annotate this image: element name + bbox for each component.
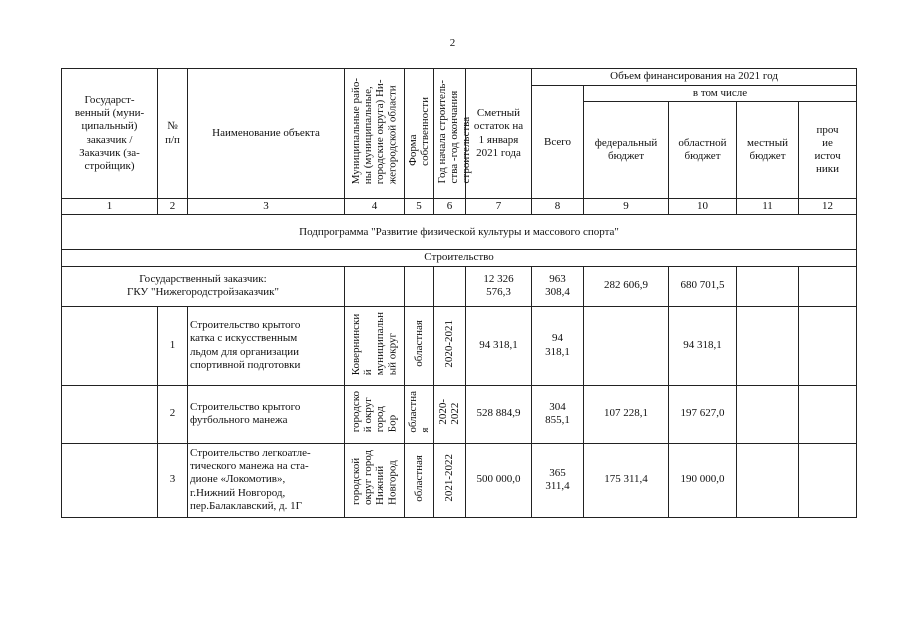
column-number: 5 — [405, 199, 434, 215]
column-number: 10 — [669, 199, 737, 215]
cell — [405, 266, 434, 306]
estimate-value: 528 884,9 — [466, 385, 532, 443]
estimate-value: 500 000,0 — [466, 443, 532, 517]
years-text: 2020- 2022 — [437, 399, 462, 425]
header-regional: областной бюджет — [669, 102, 737, 199]
column-number: 6 — [434, 199, 466, 215]
header-years-text: Год начала строитель- ства -год окончания строительства — [436, 79, 473, 184]
header-years — [434, 69, 473, 199]
column-number: 2 — [158, 199, 188, 215]
cell — [737, 443, 799, 517]
municipal-cell — [345, 385, 405, 443]
cell — [62, 385, 158, 443]
ownership-cell — [405, 443, 434, 517]
years-cell — [434, 443, 466, 517]
cell — [799, 443, 857, 517]
column-number: 3 — [188, 199, 345, 215]
page-number: 2 — [449, 37, 456, 49]
column-number-row — [62, 199, 857, 215]
header-federal: федеральный бюджет — [584, 102, 669, 199]
header-total: Всего — [532, 86, 584, 199]
header-local: местный бюджет — [737, 102, 799, 199]
municipal-cell — [345, 306, 405, 385]
header-including: в том числе — [584, 86, 857, 102]
regional-value: 190 000,0 — [669, 443, 737, 517]
regional-value: 94 318,1 — [669, 306, 737, 385]
header-ownership — [405, 69, 434, 199]
cell — [345, 266, 405, 306]
cell — [62, 443, 158, 517]
municipal-text: городско й округ город Бор — [350, 391, 399, 433]
customer-name: Государственный заказчик: ГКУ "Нижегородстройзаказчик" — [62, 266, 345, 306]
cell — [799, 266, 857, 306]
years-text: 2020-2021 — [443, 319, 456, 368]
total-value: 365 311,4 — [532, 443, 584, 517]
ownership-cell — [405, 306, 434, 385]
ownership-text: областная — [412, 320, 425, 367]
financing-table — [61, 68, 857, 518]
row-number: 3 — [158, 443, 188, 517]
header-object-name: Наименование объекта — [188, 69, 345, 199]
column-number: 12 — [799, 199, 857, 215]
cell — [737, 306, 799, 385]
table-row — [62, 443, 857, 517]
object-name: Строительство легкоатле- тического манежа на ста- дионе «Локомотив», г.Нижний Новгород, пер.Балаклавский, д. 1Г — [188, 443, 345, 517]
header-other: проч ие источ ники — [799, 102, 857, 199]
header-estimate-balance: Сметный остаток на 1 января 2021 года — [466, 69, 532, 199]
federal-value: 175 311,4 — [584, 443, 669, 517]
customer-estimate: 12 326 576,3 — [466, 266, 532, 306]
header-ownership-text: Форма собственности — [407, 97, 432, 166]
ownership-cell — [405, 385, 434, 443]
header-municipal — [345, 69, 405, 199]
estimate-value: 94 318,1 — [466, 306, 532, 385]
table-row — [62, 306, 857, 385]
header-funding-group: Объем финансирования на 2021 год — [532, 69, 857, 86]
years-text: 2021-2022 — [443, 454, 456, 502]
ownership-text: областная — [412, 454, 425, 502]
column-number: 9 — [584, 199, 669, 215]
cell — [434, 266, 466, 306]
total-value: 94 318,1 — [532, 306, 584, 385]
municipal-text: городской округ город Нижний Новгород — [350, 450, 399, 506]
object-name: Строительство крытого футбольного манежа — [188, 385, 345, 443]
cell — [62, 306, 158, 385]
customer-federal: 282 606,9 — [584, 266, 669, 306]
column-number: 7 — [466, 199, 532, 215]
row-number: 2 — [158, 385, 188, 443]
header-number: № п/п — [158, 69, 188, 199]
column-number: 1 — [62, 199, 158, 215]
customer-regional: 680 701,5 — [669, 266, 737, 306]
years-cell — [434, 385, 466, 443]
cell — [799, 385, 857, 443]
row-number: 1 — [158, 306, 188, 385]
column-number: 8 — [532, 199, 584, 215]
table-row — [62, 385, 857, 443]
federal-value — [584, 306, 669, 385]
customer-total: 963 308,4 — [532, 266, 584, 306]
customer-row — [62, 266, 857, 306]
regional-value: 197 627,0 — [669, 385, 737, 443]
header-municipal-text: Муниципальные райо- ны (муниципальные, городские округа) Ни- жегородской области — [350, 78, 399, 185]
header-customer: Государст- венный (муни- ципальный) заказчик / Заказчик (за- стройщик) — [62, 69, 158, 199]
column-number: 11 — [737, 199, 799, 215]
federal-value: 107 228,1 — [584, 385, 669, 443]
municipal-text: Ковернински й муниципальн ый округ — [350, 311, 399, 376]
section-title: Строительство — [62, 250, 857, 266]
cell — [737, 266, 799, 306]
years-cell — [434, 306, 466, 385]
subprogram-title: Подпрограмма "Развитие физической культуры и массового спорта" — [62, 215, 857, 250]
ownership-text: областна я — [407, 391, 432, 433]
cell — [737, 385, 799, 443]
column-number: 4 — [345, 199, 405, 215]
municipal-cell — [345, 443, 405, 517]
total-value: 304 855,1 — [532, 385, 584, 443]
object-name: Строительство крытого катка с искусственным льдом для организации спортивной подготовки — [188, 306, 345, 385]
cell — [799, 306, 857, 385]
